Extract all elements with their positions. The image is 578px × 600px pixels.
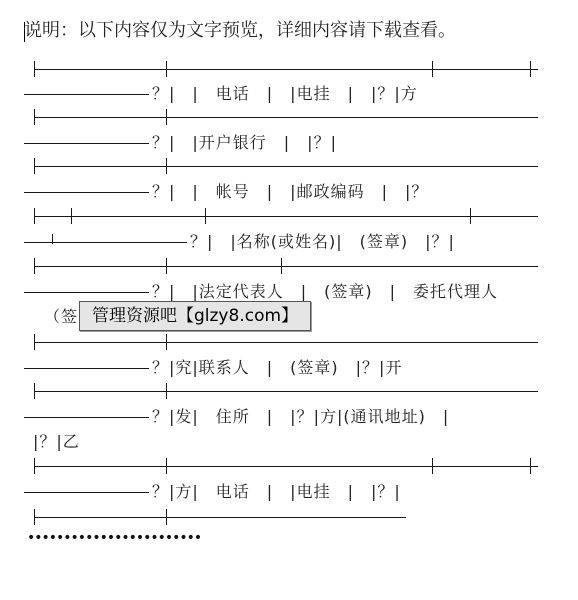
dotted-leader: •••••••••••••••••••••••• <box>27 530 202 546</box>
row-phone-2: ？|方| 电话 | |电挂 | |？| <box>152 482 401 501</box>
row-bank: ？| |开户银行 | |？| <box>152 133 337 152</box>
watermark-label: 管理资源吧【glzy8.com】 <box>79 301 311 331</box>
preview-note: 说明：以下内容仅为文字预览，详细内容请下载查看。 <box>24 20 456 41</box>
row-account: ？| | 帐号 | |邮政编码 | |？ <box>152 182 429 201</box>
row-phone: ？| | 电话 | |电挂 | |？|方 <box>152 84 418 103</box>
row-legal-representative: ？| |法定代表人 | (签章) | 委托代理人 <box>152 282 499 301</box>
row-contact: ？|究|联系人 | (签章) |？|开 <box>152 358 403 377</box>
row-name: ？| |名称(或姓名)| (签章) |？| <box>190 232 455 251</box>
row-address-continued: |？|乙 <box>33 432 80 451</box>
row-address: ？|发| 住所 | |？|方|(通讯地址) | <box>152 407 450 426</box>
row-sign-continued: （签 <box>44 307 79 326</box>
